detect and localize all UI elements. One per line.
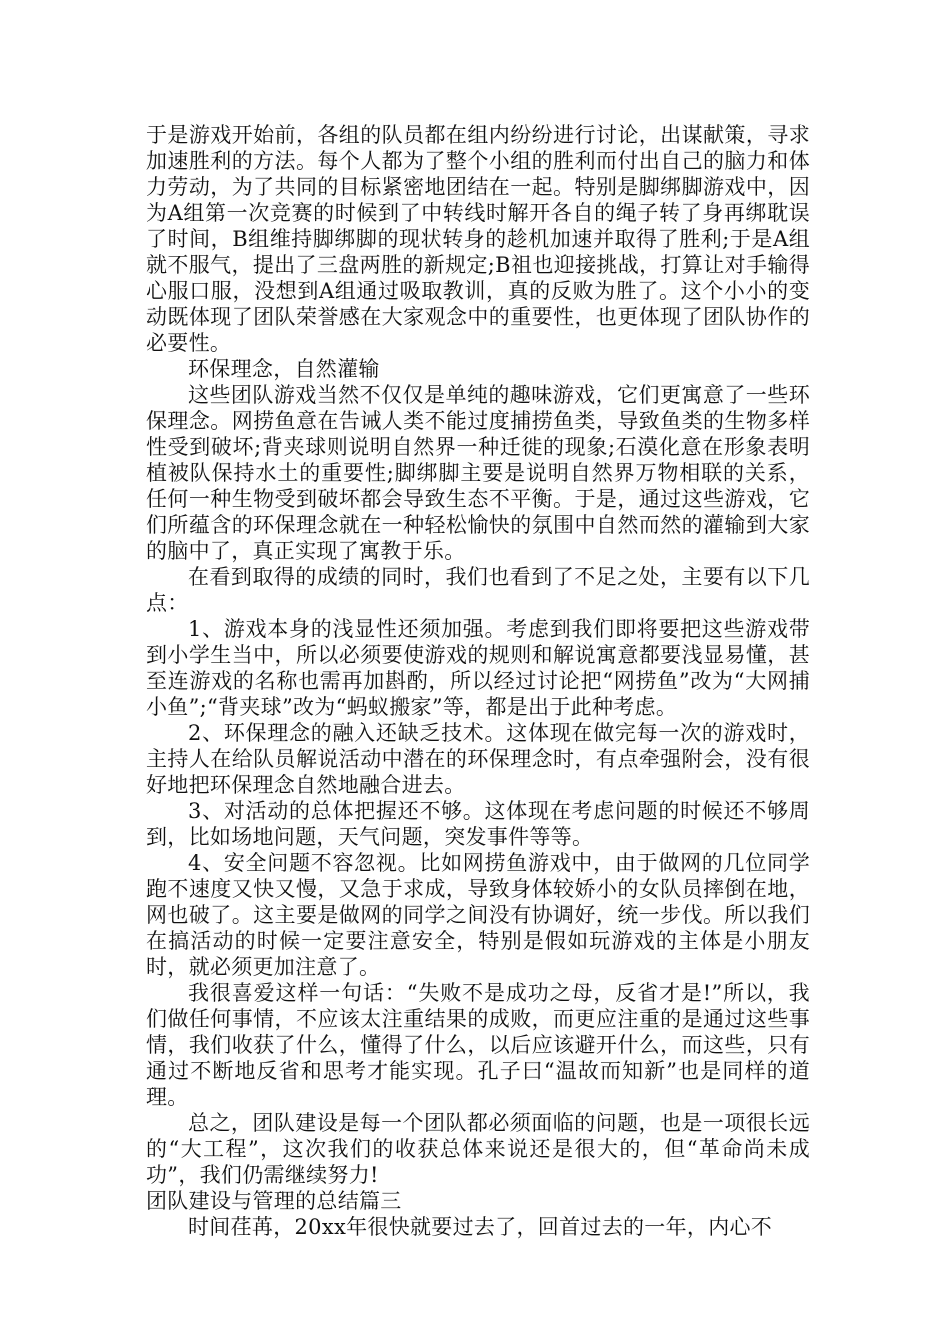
paragraph-year-review: 时间荏苒，20xx年很快就要过去了，回首过去的一年，内心不 (188, 1215, 773, 1239)
paragraph-reflection: 我很喜爱这样一句话：“失败不是成功之母，反省才是!”所以，我们做任何事情，不应该太注重结果的成败，而更应注重的是通过这些事情，我们收获了什么，懂得了什么，以后应该避开什么，而这些，只有通过不断地反省和思考才能实现。孔子曰“温故而知新”也是同样的道理。 (146, 981, 810, 1109)
paragraph-team-game-discussion: 于是游戏开始前，各组的队员都在组内纷纷进行讨论，出谋献策，寻求加速胜利的方法。每个人都为了整个小组的胜利而付出自己的脑力和体力劳动，为了共同的目标紧密地团结在一起。特别是脚绑脚游戏中，因为A组第一次竞赛的时候到了中转线时解开各自的绳子转了身再绑耽误了时间，B组维持脚绑脚的现状转身的趁机加速并取得了胜利;于是A组就不服气，提出了三盘两胜的新规定;B祖也迎接挑战，打算让对手输得心服口服，没想到A组通过吸取教训，真的反败为胜了。这个小小的变动既体现了团队荣誉感在大家观念中的重要性，也更体现了团队协作的必要性。 (146, 123, 810, 355)
paragraph-shortcomings-intro: 在看到取得的成绩的同时，我们也看到了不足之处，主要有以下几点： (146, 565, 810, 615)
paragraph-eco-games: 这些团队游戏当然不仅仅是单纯的趣味游戏，它们更寓意了一些环保理念。网捞鱼意在告诫人类不能过度捕捞鱼类，导致鱼类的生物多样性受到破坏;背夹球则说明自然界一种迁徙的现象;石漠化意在形象表明植被队保持水土的重要性;脚绑脚主要是说明自然界万物相联的关系，任何一种生物受到破坏都会导致生态不平衡。于是，通过这些游戏，它们所蕴含的环保理念就在一种轻松愉快的氛围中自然而然的灌输到大家的脑中了，真正实现了寓教于乐。 (146, 383, 810, 563)
section-heading-eco-concept: 环保理念，自然灌输 (188, 357, 380, 381)
list-item-4: 4、安全问题不容忽视。比如网捞鱼游戏中，由于做网的几位同学跑不速度又快又慢，又急于求成，导致身体较娇小的女队员摔倒在地，网也破了。这主要是做网的同学之间没有协调好，统一步伐。所以我们在搞活动的时候一定要注意安全，特别是假如玩游戏的主体是小朋友时，就必须更加注意了。 (146, 851, 810, 979)
document-body (146, 122, 810, 1240)
paragraph-conclusion: 总之，团队建设是每一个团队都必须面临的问题，也是一项很长远的“大工程”，这次我们的收获总体来说还是很大的，但“革命尚未成功”，我们仍需继续努力! (146, 1111, 810, 1187)
list-item-1: 1、游戏本身的浅显性还须加强。考虑到我们即将要把这些游戏带到小学生当中，所以必须要使游戏的规则和解说寓意都要浅显易懂，甚至连游戏的名称也需再加斟酌，所以经过讨论把“网捞鱼”改为“大网捕小鱼”;“背夹球”改为“蚂蚁搬家”等，都是出于此种考虑。 (146, 617, 810, 719)
list-item-2: 2、环保理念的融入还缺乏技术。这体现在做完每一次的游戏时，主持人在给队员解说活动中潜在的环保理念时，有点牵强附会，没有很好地把环保理念自然地融合进去。 (146, 721, 810, 797)
list-item-3: 3、对活动的总体把握还不够。这体现在考虑问题的时候还不够周到，比如场地问题，天气问题，突发事件等等。 (146, 799, 810, 849)
section-title-part-three: 团队建设与管理的总结篇三 (146, 1189, 402, 1213)
